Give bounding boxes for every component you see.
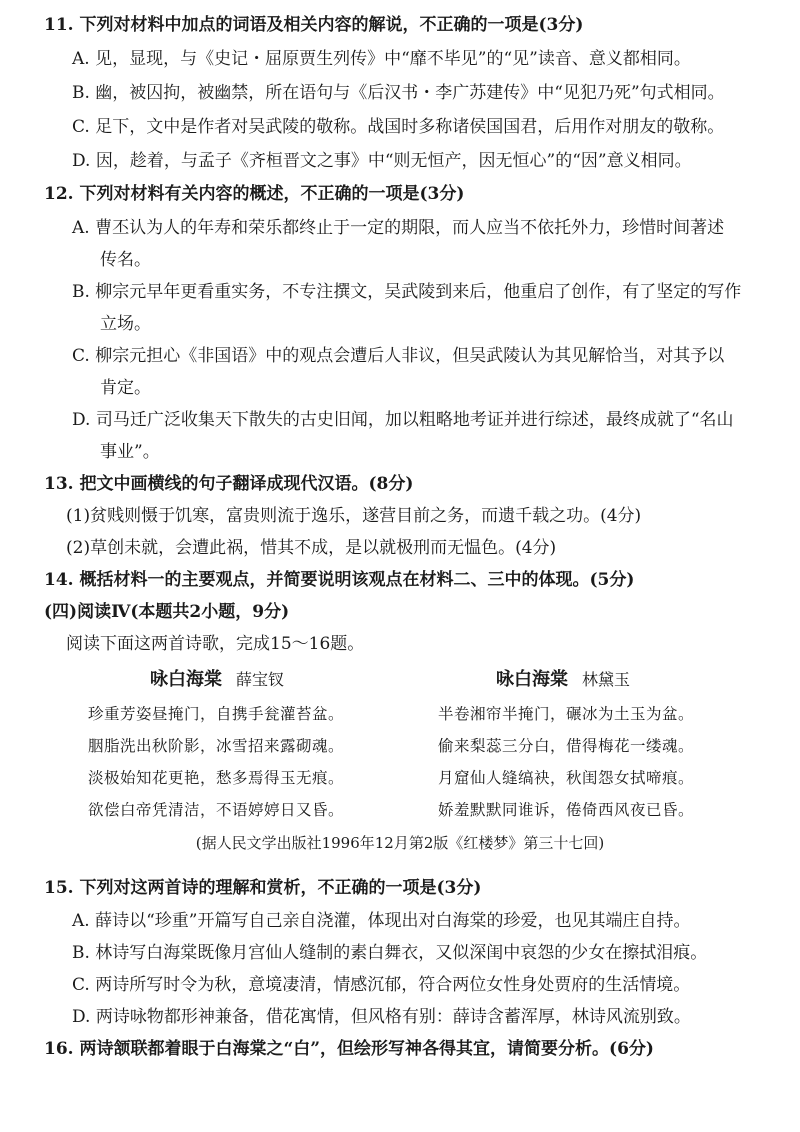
- poem-2-title: 咏白海棠: [496, 669, 568, 690]
- question-11-stem: 11. 下列对材料中加点的词语及相关内容的解说，不正确的一项是(3分): [44, 15, 584, 35]
- poem-1-line-4: 欲偿白帝凭清洁，不语婷婷日又昏。: [88, 801, 345, 819]
- question-12-option-a-continued: 传名。: [100, 250, 151, 270]
- poem-1-author: 薛宝钗: [236, 670, 285, 689]
- poem-2-line-2: 偷来梨蕊三分白，借得梅花一缕魂。: [438, 737, 695, 755]
- poem-2-line-1: 半卷湘帘半掩门，碾冰为土玉为盆。: [438, 705, 695, 723]
- poem-1-title: 咏白海棠: [150, 669, 222, 690]
- question-12-option-d-continued: 事业”。: [100, 442, 160, 462]
- question-12-option-d: D. 司马迁广泛收集天下散失的古史旧闻，加以粗略地考证并进行综述，最终成就了“名山: [72, 410, 734, 430]
- poem-1-title-row: [150, 665, 284, 691]
- question-12-option-b-continued: 立场。: [100, 314, 151, 334]
- poem-1-line-3: 淡极始知花更艳，愁多焉得玉无痕。: [88, 769, 345, 787]
- poem-source-note: (据人民文学出版社1996年12月第2版《红楼梦》第三十七回): [195, 834, 605, 852]
- poem-2-line-4: 娇羞默默同谁诉，倦倚西风夜已昏。: [438, 801, 695, 819]
- question-16-stem: 16. 两诗颔联都着眼于白海棠之“白”，但绘形写神各得其宜，请简要分析。(6分): [44, 1039, 654, 1059]
- poem-2-author: 林黛玉: [582, 670, 631, 689]
- poem-2-line-3: 月窟仙人缝缟袂，秋闺怨女拭啼痕。: [438, 769, 695, 787]
- question-13-item-1: (1)贫贱则慑于饥寒，富贵则流于逸乐，遂营目前之务，而遗千载之功。(4分): [66, 506, 642, 526]
- question-14-stem: 14. 概括材料一的主要观点，并简要说明该观点在材料二、三中的体现。(5分): [44, 570, 635, 590]
- question-12-option-c: C. 柳宗元担心《非国语》中的观点会遭后人非议，但吴武陵认为其见解恰当，对其予以: [72, 346, 725, 366]
- poem-2-title-row: [496, 665, 630, 691]
- question-12-stem: 12. 下列对材料有关内容的概述，不正确的一项是(3分): [44, 184, 465, 204]
- question-11-option-d: D. 因，趁着，与孟子《齐桓晋文之事》中“则无恒产，因无恒心”的“因”意义相同。: [72, 151, 692, 171]
- question-11-option-c: C. 足下，文中是作者对吴武陵的敬称。战国时多称诸侯国国君，后用作对朋友的敬称。: [72, 117, 725, 137]
- question-15-option-b: B. 林诗写白海棠既像月宫仙人缝制的素白舞衣，又似深闺中哀怨的少女在擦拭泪痕。: [72, 943, 708, 963]
- question-15-option-c: C. 两诗所写时令为秋，意境凄清，情感沉郁，符合两位女性身处贾府的生活情境。: [72, 975, 691, 995]
- poem-1-line-1: 珍重芳姿昼掩门，自携手瓮灌苔盆。: [88, 705, 345, 723]
- section-4-instruction: 阅读下面这两首诗歌，完成15～16题。: [66, 634, 365, 654]
- question-15-option-d: D. 两诗咏物都形神兼备，借花寓情，但风格有别：薛诗含蓄浑厚，林诗风流别致。: [72, 1007, 691, 1027]
- question-12-option-c-continued: 肯定。: [100, 378, 151, 398]
- poem-1-line-2: 胭脂洗出秋阶影，冰雪招来露砌魂。: [88, 737, 345, 755]
- question-12-option-a: A. 曹丕认为人的年寿和荣乐都终止于一定的期限，而人应当不依托外力，珍惜时间著述: [72, 218, 725, 238]
- question-13-stem: 13. 把文中画横线的句子翻译成现代汉语。(8分): [44, 474, 414, 494]
- question-11-option-a: A. 见，显现，与《史记・屈原贾生列传》中“靡不毕见”的“见”读音、意义都相同。: [72, 49, 691, 69]
- section-4-heading: (四)阅读Ⅳ(本题共2小题，9分): [44, 602, 290, 622]
- question-15-option-a: A. 薛诗以“珍重”开篇写自己亲自浇灌，体现出对白海棠的珍爱，也见其端庄自持。: [72, 911, 691, 931]
- question-12-option-b: B. 柳宗元早年更看重实务，不专注撰文，吴武陵到来后，他重启了创作，有了坚定的写作: [72, 282, 742, 302]
- question-15-stem: 15. 下列对这两首诗的理解和赏析，不正确的一项是(3分): [44, 878, 482, 898]
- question-13-item-2: (2)草创未就，会遭此祸，惜其不成，是以就极刑而无愠色。(4分): [66, 538, 557, 558]
- question-11-option-b: B. 幽，被囚拘，被幽禁，所在语句与《后汉书・李广苏建传》中“见犯乃死”句式相同。: [72, 83, 725, 103]
